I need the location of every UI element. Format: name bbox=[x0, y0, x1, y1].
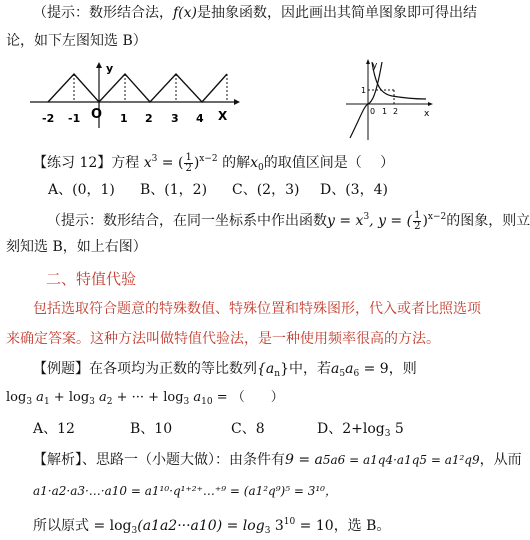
left-graph-curve bbox=[48, 74, 227, 102]
right-graph-tick: 0 bbox=[370, 107, 376, 116]
math-sub: 3 bbox=[384, 429, 391, 439]
analysis-text: 所以原式 bbox=[33, 518, 89, 534]
analysis-tag: 【解析】、思路一（小题大做）：由条件有 bbox=[33, 452, 285, 468]
exercise12-option-a: A、(0，1) bbox=[48, 182, 115, 198]
hint2-text: 的图象，则立 bbox=[446, 213, 530, 229]
math-exp: x−2 bbox=[427, 212, 447, 222]
math-log: log bbox=[6, 390, 27, 405]
example-option-c: C、8 bbox=[231, 421, 265, 437]
right-graph bbox=[342, 58, 434, 142]
math-sub: 3 bbox=[183, 397, 190, 407]
math-eq: = 9 bbox=[359, 361, 389, 377]
option-d-arg: 5 bbox=[390, 421, 404, 437]
fx-symbol: f(x) bbox=[173, 5, 198, 21]
option-d-text: D、2+log bbox=[317, 421, 385, 437]
math-var: a bbox=[32, 390, 44, 405]
description-line2: 来确定答案。这种方法叫做特值代验法，是一种使用频率很高的方法。 bbox=[6, 331, 440, 347]
math-fn: y = x bbox=[327, 213, 364, 229]
math-seq: {a bbox=[257, 361, 275, 377]
math-var: a bbox=[94, 390, 107, 405]
left-graph-x-arrow bbox=[234, 99, 240, 105]
exercise-text: 的取值区间是（ ） bbox=[263, 155, 395, 171]
exercise12-option-b: B、(1，2) bbox=[140, 182, 208, 198]
exercise-text: 方程 bbox=[111, 155, 140, 171]
hint2-line2: 刻知选 B，如上右图） bbox=[6, 239, 147, 255]
hint1-line2: 论，如下左图知选 B） bbox=[6, 33, 147, 49]
analysis-line1 bbox=[33, 451, 522, 469]
fraction bbox=[184, 153, 192, 174]
left-graph-tick: -2 bbox=[42, 112, 55, 125]
exercise12-option-d: D、(3，4) bbox=[320, 182, 388, 198]
analysis-text: ，选 B。 bbox=[333, 518, 391, 534]
left-graph-origin: O bbox=[91, 107, 103, 122]
math-sub: 6 bbox=[353, 369, 360, 379]
right-graph-y-arrow bbox=[366, 59, 370, 64]
left-graph bbox=[28, 62, 240, 134]
frac-den: 2 bbox=[414, 220, 421, 232]
description-line1: 包括选取符合题意的特殊数值、特殊位置和特殊图形，代入或者比照选项 bbox=[33, 301, 481, 317]
analysis-text: ，从而 bbox=[479, 452, 522, 468]
math-sub: 2 bbox=[106, 397, 113, 407]
math-var: a bbox=[330, 361, 340, 377]
right-graph-y-label: y bbox=[372, 61, 378, 71]
math-var: x bbox=[250, 155, 258, 171]
right-graph-cubic bbox=[350, 62, 382, 138]
math-exp: 10 bbox=[283, 517, 296, 527]
left-graph-tick: 1 bbox=[120, 112, 128, 125]
right-graph-power bbox=[372, 62, 426, 99]
math-sub: 5 bbox=[339, 369, 346, 379]
right-graph-x-label: x bbox=[424, 109, 430, 119]
math-sub: 3 bbox=[131, 526, 138, 536]
hint2-text: （提示：数形结合，在同一坐标系中作出函数 bbox=[47, 213, 327, 229]
hint2-line1: （提示：数形结合，在同一坐标系中作出函数$y = x^3$, y = ( $\frac{1}{2}$ )$^{x-2}$的图象，则立 bbox=[47, 209, 530, 232]
frac-num: 1 bbox=[185, 151, 192, 163]
example-line2 bbox=[6, 389, 284, 411]
hint1-text: （提示：数形结合法， bbox=[33, 5, 173, 21]
example-text: ，则 bbox=[388, 361, 417, 377]
math-eq: = ( bbox=[157, 155, 184, 171]
math-log: + log bbox=[49, 390, 90, 405]
math-exp: 3 bbox=[363, 212, 370, 222]
example-option-b: B、10 bbox=[130, 421, 173, 437]
math-exp: 3 bbox=[151, 154, 158, 164]
hint1-line1 bbox=[33, 4, 477, 22]
analysis-line3 bbox=[33, 513, 390, 540]
math-seq-close: } bbox=[280, 361, 289, 377]
left-graph-x-label: X bbox=[218, 109, 228, 123]
math-log: + ··· + log bbox=[112, 390, 184, 405]
exercise-tag: 【练习 12】 bbox=[33, 155, 112, 171]
fraction bbox=[413, 211, 421, 232]
right-graph-x-arrow bbox=[428, 102, 433, 106]
right-graph-tick: 2 bbox=[393, 107, 399, 116]
math-eq: 9 = a bbox=[285, 452, 323, 468]
analysis-line2: a1·a2·a3·…·a10 = a1¹⁰·q¹⁺²⁺…⁺⁹ = (a1²q⁹)⁵ = 3¹⁰， bbox=[33, 484, 337, 498]
math-log: = log bbox=[89, 518, 132, 534]
section-title: 二、特值代验 bbox=[46, 270, 137, 288]
frac-den: 2 bbox=[185, 162, 192, 174]
hint1-text-post: 是抽象函数，因此画出其简单图象即可得出结 bbox=[197, 5, 478, 21]
exercise12-option-c: C、(2，3) bbox=[232, 182, 300, 198]
math-blank: = （ ） bbox=[212, 390, 284, 405]
math-var: a bbox=[189, 390, 202, 405]
exercise12-question: 【练习 12】方程 $x^3$ = ( $\frac{1}{2}$ )$^{x-2}$ 的解$x_0$的取值区间是（ ） bbox=[33, 151, 395, 174]
math-num: 3 bbox=[270, 518, 284, 534]
left-graph-tick: -1 bbox=[68, 112, 81, 125]
math-exp: x−2 bbox=[199, 154, 218, 164]
math-arg: (a1a2···a10) = log bbox=[137, 518, 265, 534]
example-text: 中，若 bbox=[288, 361, 331, 377]
math-eq: 5a6 = a1q4·a1q5 = a1²q9 bbox=[322, 453, 480, 467]
math-sub: 3 bbox=[89, 397, 95, 407]
left-graph-tick: 4 bbox=[196, 112, 204, 125]
math-sub: n bbox=[274, 369, 281, 379]
example-line1 bbox=[33, 360, 417, 383]
left-graph-y-label: y bbox=[106, 62, 114, 75]
math-eq: = 10 bbox=[295, 518, 334, 534]
math-var: x bbox=[143, 155, 152, 171]
math-fn: , y = ( bbox=[369, 213, 413, 229]
exercise-text: 的解 bbox=[222, 155, 251, 171]
example-option-a: A、12 bbox=[33, 421, 75, 437]
left-graph-tick: 2 bbox=[145, 112, 153, 125]
left-graph-y-arrow bbox=[96, 62, 102, 68]
right-graph-tick: 1 bbox=[382, 107, 388, 116]
example-option-d bbox=[317, 420, 404, 443]
frac-num: 1 bbox=[414, 209, 421, 221]
right-graph-y-tick: 1 bbox=[361, 86, 367, 95]
example-text: 【例题】在各项均为正数的等比数列 bbox=[33, 361, 257, 377]
math-sub: 3 bbox=[264, 526, 271, 536]
math-sub: 0 bbox=[258, 163, 264, 173]
left-graph-tick: 3 bbox=[171, 112, 179, 125]
math-var: a bbox=[345, 361, 354, 377]
math-sub: 10 bbox=[201, 397, 213, 407]
math-sub: 3 bbox=[26, 397, 33, 407]
math-sub: 1 bbox=[43, 397, 50, 407]
